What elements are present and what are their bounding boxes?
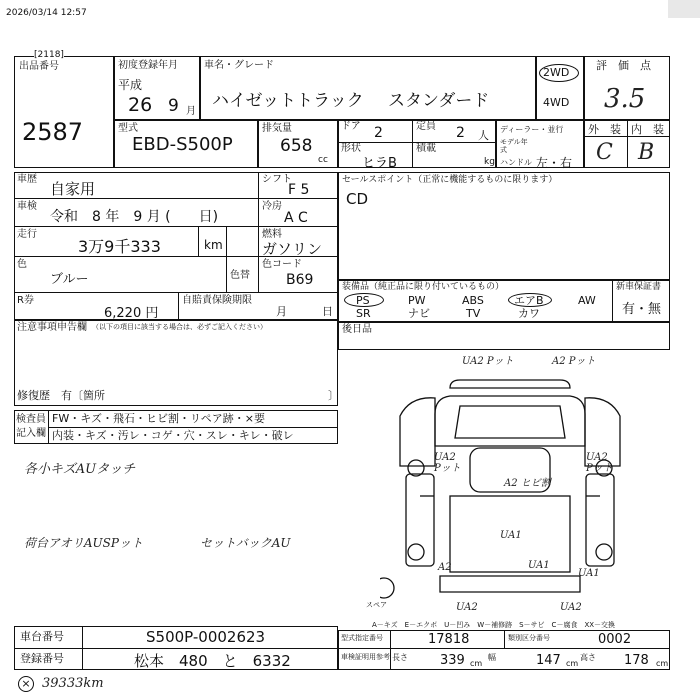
recycle-label: R券 [17,295,34,306]
shape-value: ヒラB [362,156,397,171]
mark-rear-left: A2 [438,562,452,573]
plate-value: 松本 480 と 6332 [134,652,291,670]
equip-tv: TV [466,307,481,320]
mileage-label: 走行 [17,229,37,240]
width-value: 147 [536,653,561,668]
width-label: 幅 [488,653,496,662]
interior-label: 内 装 [631,123,664,136]
name-grade-label: 車名・グレード [204,60,274,71]
door-value: 2 [374,125,383,141]
inspection-label: 車検 [17,201,37,212]
color-divider [226,256,227,292]
mileage-value: 3万9千333 [78,237,161,256]
repair-end: 〕 [328,389,339,402]
wheel-rl [408,544,424,560]
color-code-label: 色コード [262,259,302,270]
mark-front-left: UA2 Pット [462,356,514,367]
inspection-value: 令和 8 年 9 月 ( 日) [50,209,219,225]
equipment-label: 装備品（純正品に限り付いているもの） [342,282,505,292]
ext-int-vdivider [627,120,628,168]
cert-vdiv-2 [504,630,505,648]
capacity-unit: 人 [478,129,489,142]
mark-rear-gate-right: UA2 [560,602,582,613]
plate-label: 登録番号 [20,652,64,665]
mark-front-right: A2 Pット [552,356,596,367]
odo-note: 39333km [42,676,104,691]
displacement-value: 658 [280,136,313,156]
displacement-label: 排気量 [262,123,292,134]
diagram-legend: A－キズ E－エクボ U－凹み W－補修跡 S－サビ C－腐食 XX－交換 [372,621,616,629]
lot-small: [2118] [34,50,64,60]
door-vdivider [412,120,413,168]
warranty-divider [612,280,613,322]
cert-divider [338,648,670,649]
aftermarket-box [338,322,670,350]
windshield [455,406,565,438]
class-no-value: 0002 [598,632,632,647]
mark-roof: A2 ヒビ割 [504,478,551,489]
reg-year: 26 [128,94,153,116]
color-code-value: B69 [286,272,314,288]
ac-value: A C [284,210,308,226]
left-bed-wall [406,474,434,566]
left-door-top [400,398,435,466]
mark-rear-right: UA1 [578,568,600,579]
km-divider [198,226,199,256]
inspector-label-b: 記入欄 [16,428,46,439]
equip-leather: カワ [518,307,540,320]
capacity-value: 2 [456,125,465,141]
equip-sr: SR [356,307,371,320]
front-bumper [450,380,570,388]
div-4 [14,292,338,293]
type-no-label: 型式指定番号 [341,634,383,642]
repair-label: 修復歴 有〔箇所 [17,389,105,402]
inspector-label-a: 検査員 [16,414,46,425]
wheel-rr [596,544,612,560]
right-bed-wall [586,474,614,566]
length-value: 339 [440,653,465,668]
length-unit: cm [470,659,483,668]
hand-note-1: 各小キズAUタッチ [24,462,136,477]
first-reg-label: 初度登録年月 [118,60,178,71]
model-year-label: モデル年式 [500,138,528,154]
mark-bed: UA1 [528,560,550,571]
car-name: ハイゼットトラック [212,91,364,111]
lot-no-label: 出品番号 [19,61,59,72]
chassis-value: S500P-0002623 [146,628,266,646]
reg-month-unit: 月 [186,106,196,117]
km-divider-2 [226,226,227,256]
history-label: 車歴 [17,174,37,185]
height-unit: cm [656,659,669,668]
history-value: 自家用 [50,180,96,198]
sales-label: セールスポイント（正常に機能するものに限ります） [342,175,558,185]
notes-sublabel: （以下の項目に該当する場合は、必ずご記入ください） [92,323,267,331]
height-value: 178 [624,653,649,668]
handle-label: ハンドル [500,158,532,167]
score-value: 3.5 [604,84,646,114]
cert-label: 車検証明用参考 [341,653,390,661]
equip-ps: PS [356,294,370,307]
equip-navi: ナビ [408,307,430,320]
equip-abs: ABS [462,294,484,307]
exterior-label: 外 装 [588,123,621,136]
mark-rear-gate-left: UA2 [456,602,478,613]
equip-pw: PW [408,294,426,307]
cert-vdiv-1 [390,630,391,670]
recycle-divider [178,292,179,320]
spare-tire [380,578,394,598]
spare-label: スペア [366,601,387,609]
inspector-hdivider [48,427,338,428]
color-change-label: 色替 [230,270,250,281]
fuel-label: 燃料 [262,229,282,240]
length-label: 長さ [392,653,408,662]
equip-aw: AW [578,294,596,307]
inspector-line2: 内装・キズ・汚レ・コゲ・穴・スレ・キレ・破レ [52,429,294,442]
drive-4wd: 4WD [543,96,570,109]
odo-circle-icon: × [18,676,34,692]
details-vdivider [258,172,259,292]
corner-mark [668,0,700,18]
lot-box [14,56,114,168]
insurance-day: 日 [322,305,333,318]
sales-text: CD [346,190,369,208]
model-label: 型式 [118,123,138,134]
hand-note-3: セットバックAU [200,536,291,550]
equip-airbag: エアB [514,294,544,307]
div-2 [14,226,338,227]
class-no-label: 類別区分番号 [508,634,550,642]
notes-label: 注意事項申告欄 [17,322,87,333]
warranty-label: 新車保証書 [616,282,662,292]
fuel-value: ガソリン [262,240,323,258]
mark-bed-mid: UA1 [500,530,522,541]
handle-value: 左・右 [536,156,573,170]
width-unit: cm [566,659,579,668]
chassis-vdivider [82,626,83,670]
sales-box [338,172,670,280]
exterior-grade: C [596,140,613,165]
timestamp: 2026/03/14 12:57 [6,8,87,18]
color-value: ブルー [50,272,89,287]
era: 平成 [118,78,143,92]
kg-unit: kg [484,157,495,167]
door-label: ドア [341,121,361,132]
model-value: EBD-S500P [132,134,233,155]
shape-label: 形状 [341,143,361,154]
shift-label: シフト [262,174,292,185]
type-no-value: 17818 [428,632,470,647]
capacity-label: 定員 [416,121,436,132]
shift-value: F 5 [288,182,310,198]
warranty-value: 有・無 [622,302,662,317]
mark-left-side: UA2 Pット [434,452,461,474]
chassis-label: 車台番号 [20,630,64,643]
height-label: 高さ [580,653,596,662]
car-grade: スタンダード [388,91,490,111]
insurance-label: 自賠責保険期限 [182,295,252,306]
km-unit: km [204,238,223,252]
hand-note-2: 荷台アオリAUSPット [24,536,143,550]
dealer-label: ディーラー・並行 [500,125,564,134]
recycle-value: 6,220 円 [104,306,159,321]
score-label: 評 価 点 [596,59,651,72]
aftermarket-label: 後日品 [342,324,372,335]
rear-gate [440,576,580,592]
drive-2wd: 2WD [543,66,570,79]
load-label: 積載 [416,143,436,154]
color-label: 色 [17,259,27,270]
insurance-month: 月 [276,305,287,318]
cc-unit: cc [318,155,328,165]
chassis-divider [14,648,338,649]
inspector-line1: FW・キズ・飛石・ヒビ割・リペア跡・×要 [52,412,265,425]
interior-grade: B [638,140,655,165]
ac-label: 冷房 [262,201,282,212]
mark-right-side: UA2 Pット [586,452,613,474]
lot-no: 2587 [22,118,84,146]
reg-month: 9 [168,96,179,116]
